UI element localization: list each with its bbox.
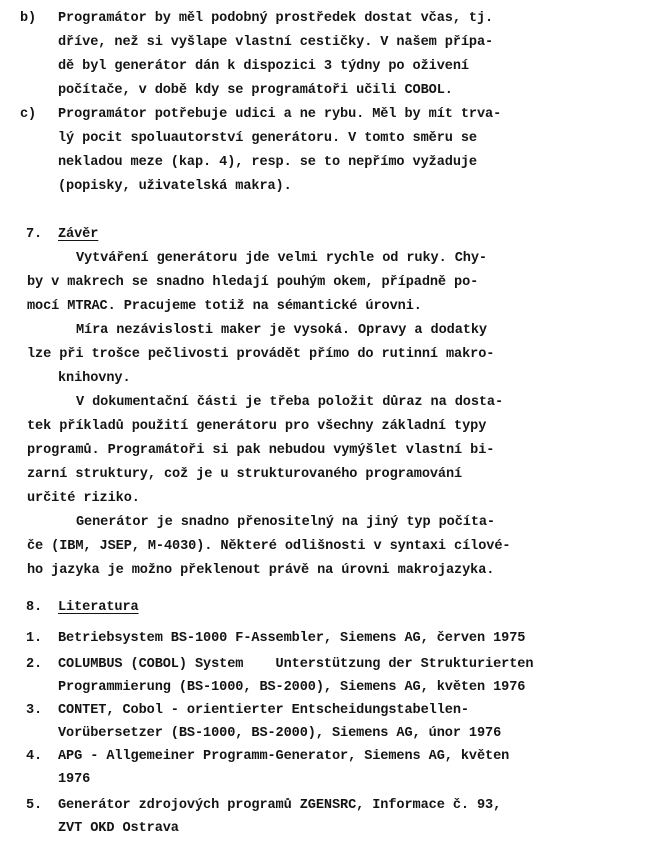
section-8-number: 8. (26, 600, 43, 615)
section-7-paragraph-line: určité riziko. (27, 491, 140, 506)
list-item-c-line: Programátor potřebuje udici a ne rybu. Měl by mít trva- (58, 107, 502, 122)
list-item-c-line: (popisky, uživatelská makra). (58, 179, 292, 194)
list-item-c-line: lý pocit spoluautorství generátoru. V tomto směru se (58, 131, 477, 146)
reference-line: Vorübersetzer (BS-1000, BS-2000), Siemens AG, únor 1976 (58, 726, 502, 741)
reference-line: Programmierung (BS-1000, BS-2000), Siemens AG, květen 1976 (58, 680, 526, 695)
section-7-paragraph-line: ho jazyka je možno překlenout právě na úrovni makrojazyka. (27, 563, 495, 578)
section-7-paragraph-line: zarní struktury, což je u strukturovaného programování (27, 467, 463, 482)
section-7-number: 7. (26, 227, 43, 242)
reference-line: APG - Allgemeiner Programm-Generator, Siemens AG, květen (58, 749, 510, 764)
reference-number: 1. (26, 631, 43, 646)
section-7-paragraph-line: Míra nezávislosti maker je vysoká. Opravy a dodatky (76, 323, 487, 338)
section-8-title: Literatura (58, 600, 139, 615)
reference-number: 2. (26, 657, 43, 672)
section-7-paragraph-line: knihovny. (58, 371, 131, 386)
section-7-paragraph-line: lze při trošce pečlivosti provádět přímo do rutinní makro- (27, 347, 495, 362)
reference-number: 4. (26, 749, 43, 764)
section-7-paragraph-line: by v makrech se snadno hledají pouhým okem, případně po- (27, 275, 479, 290)
reference-line: Generátor zdrojových programů ZGENSRC, Informace č. 93, (58, 798, 502, 813)
section-7-paragraph-line: če (IBM, JSEP, M-4030). Některé odlišnosti v syntaxi cílové- (27, 539, 511, 554)
section-7-paragraph-line: tek příkladů použití generátoru pro všechny základní typy (27, 419, 487, 434)
reference-line: ZVT OKD Ostrava (58, 821, 179, 836)
reference-line: COLUMBUS (COBOL) System Unterstützung der Strukturierten (58, 657, 534, 672)
section-7-paragraph-line: mocí MTRAC. Pracujeme totiž na sémantické úrovni. (27, 299, 422, 314)
list-item-b-line: počítače, v době kdy se programátoři učili COBOL. (58, 83, 453, 98)
reference-line: 1976 (58, 772, 91, 787)
list-item-c-marker: c) (20, 107, 37, 122)
section-7-paragraph-line: Generátor je snadno přenositelný na jiný typ počíta- (76, 515, 495, 530)
list-item-b-marker: b) (20, 11, 37, 26)
list-item-b-line: dě byl generátor dán k dispozici 3 týdny po oživení (58, 59, 469, 74)
reference-number: 3. (26, 703, 43, 718)
list-item-b-line: dříve, než si vyšlape vlastní cestičky. V našem přípa- (58, 35, 494, 50)
section-7-title: Závěr (58, 227, 99, 242)
list-item-b-line: Programátor by měl podobný prostředek dostat včas, tj. (58, 11, 494, 26)
reference-line: CONTET, Cobol - orientierter Entscheidungstabellen- (58, 703, 469, 718)
section-7-paragraph-line: programů. Programátoři si pak nebudou vymýšlet vlastní bi- (27, 443, 495, 458)
section-7-paragraph-line: Vytváření generátoru jde velmi rychle od ruky. Chy- (76, 251, 487, 266)
section-7-paragraph-line: V dokumentační části je třeba položit důraz na dosta- (76, 395, 504, 410)
list-item-c-line: nekladou meze (kap. 4), resp. se to nepřímo vyžaduje (58, 155, 477, 170)
reference-number: 5. (26, 798, 43, 813)
reference-line: Betriebsystem BS-1000 F-Assembler, Siemens AG, červen 1975 (58, 631, 526, 646)
